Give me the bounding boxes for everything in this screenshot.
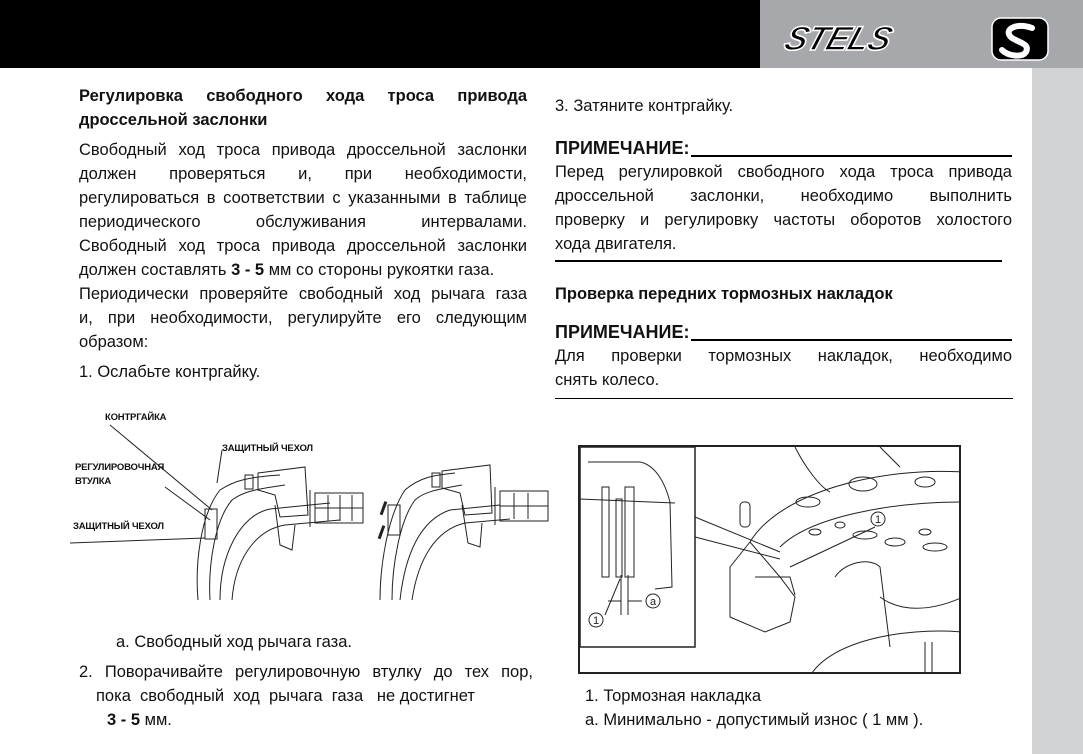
label-adjuster-line2: ВТУЛКА bbox=[75, 476, 111, 487]
caption-min-wear: а. Минимально - допустимый износ ( 1 мм ). bbox=[585, 711, 924, 729]
note-1-end-rule bbox=[555, 260, 1002, 262]
step-3: 3. Затяните контргайку. bbox=[555, 97, 734, 115]
label-adjuster-line1: РЕГУЛИРОВОЧНАЯ bbox=[75, 462, 165, 473]
note-2-title bbox=[555, 320, 1012, 344]
text-line: Для проверки тормозных накладок, необходимо bbox=[555, 347, 1012, 365]
text-span: должен составлять bbox=[79, 261, 232, 279]
page-edge-strip bbox=[1032, 68, 1083, 754]
note-1-body bbox=[555, 160, 1012, 256]
right-column bbox=[555, 94, 1012, 399]
text-span: мм со стороны рукоятки газа. bbox=[264, 261, 495, 279]
pad-marker-inset: 1 bbox=[592, 615, 600, 627]
text-line: хода двигателя. bbox=[555, 235, 677, 253]
spec-value: 3 - 5 bbox=[107, 711, 141, 729]
header-bar bbox=[0, 0, 760, 68]
section-heading-throttle: Регулировка свободного хода троса привода bbox=[79, 87, 527, 105]
text-span: мм. bbox=[140, 711, 172, 729]
step-2 bbox=[79, 660, 533, 732]
note-rule bbox=[691, 155, 1012, 157]
caption-free-play: а. Свободный ход рычага газа. bbox=[116, 633, 352, 651]
brake-pad-figure bbox=[578, 445, 961, 674]
label-locknut: КОНТРГАЙКА bbox=[105, 412, 167, 423]
note-label: ПРИМЕЧАНИЕ: bbox=[555, 138, 690, 158]
caption-brake-pad: 1. Тормозная накладка bbox=[585, 687, 762, 705]
throttle-cable-figure bbox=[70, 405, 550, 605]
note-2-body bbox=[555, 344, 1012, 392]
stels-wordmark-icon bbox=[780, 20, 897, 58]
note-1-title bbox=[555, 136, 1012, 160]
free-play-spec bbox=[79, 258, 527, 282]
text-line: снять колесо. bbox=[555, 371, 660, 389]
spec-value: 3 - 5 bbox=[231, 261, 265, 279]
section-heading-throttle-cont: дроссельной заслонки bbox=[79, 111, 268, 129]
text-line: Свободный ход троса привода дроссельной заслонки bbox=[79, 141, 527, 159]
stels-logo bbox=[780, 14, 1060, 62]
text-line: дроссельной заслонки, необходимо выполнить bbox=[555, 187, 1012, 205]
text-line: Периодически проверяйте свободный ход рычага газа bbox=[79, 285, 527, 303]
svg-text:STELS: STELS bbox=[780, 19, 897, 58]
text-line: 2. Поворачивайте регулировочную втулку до тех пор, bbox=[79, 663, 533, 681]
wear-marker: a bbox=[649, 596, 657, 608]
text-line: и, при необходимости, регулируйте его следующим bbox=[79, 309, 527, 327]
note-rule bbox=[691, 339, 1012, 341]
step-1: 1. Ослабьте контргайку. bbox=[79, 363, 261, 381]
s-badge-icon bbox=[992, 18, 1048, 60]
text-line: образом: bbox=[79, 333, 149, 351]
throttle-diagram-icon bbox=[70, 405, 550, 605]
left-column bbox=[79, 84, 527, 384]
note-label: ПРИМЕЧАНИЕ: bbox=[555, 322, 690, 342]
text-line: пока свободный ход рычага газа не достигнет bbox=[96, 687, 475, 705]
pad-marker-main: 1 bbox=[874, 514, 882, 526]
text-line: Свободный ход троса привода дроссельной заслонки bbox=[79, 237, 527, 255]
paragraph-throttle-intro bbox=[79, 138, 527, 354]
step-2-spec bbox=[79, 708, 533, 732]
text-line: проверку и регулировку частоты оборотов холостого bbox=[555, 211, 1012, 229]
text-line: Перед регулировкой свободного хода троса привода bbox=[555, 163, 1012, 181]
label-boot-bottom: ЗАЩИТНЫЙ ЧЕХОЛ bbox=[73, 521, 164, 532]
text-line: периодического обслуживания интервалами. bbox=[79, 213, 527, 231]
note-2-end-rule bbox=[555, 398, 1013, 399]
label-boot-top: ЗАЩИТНЫЙ ЧЕХОЛ bbox=[222, 443, 313, 454]
section-heading-brake-pads: Проверка передних тормозных накладок bbox=[555, 285, 893, 303]
brake-pad-diagram-icon bbox=[580, 447, 961, 674]
text-line: регулироваться в соответствии с указанными в таблице bbox=[79, 189, 527, 207]
text-line: должен проверяться и, при необходимости, bbox=[79, 165, 527, 183]
